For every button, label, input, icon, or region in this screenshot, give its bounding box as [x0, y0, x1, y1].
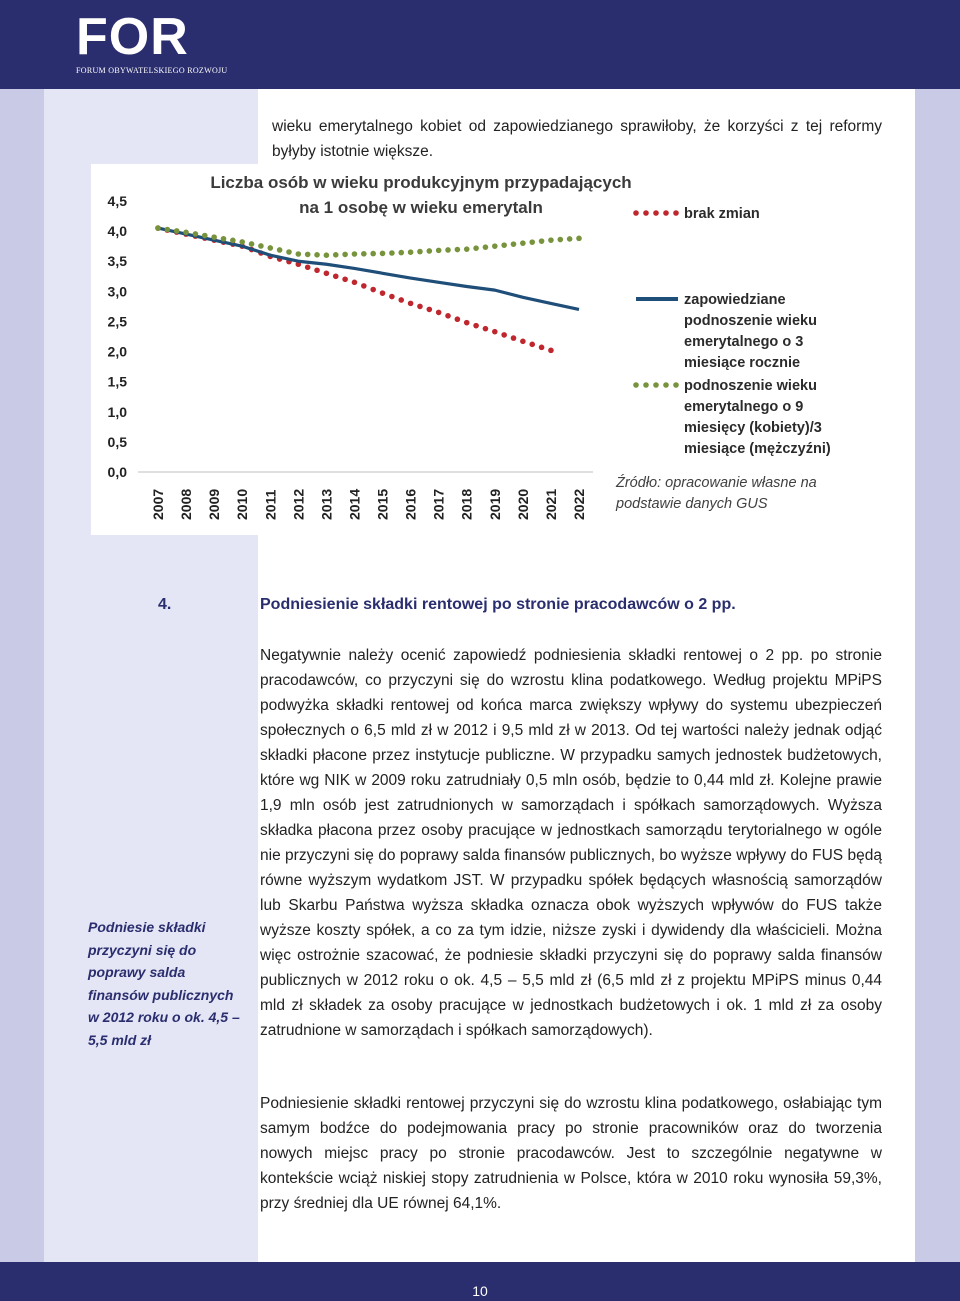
y-tick-label: 4,5: [107, 193, 127, 209]
series-dot-2: [165, 227, 171, 233]
series-dot-2: [389, 250, 395, 256]
x-tick-label: 2014: [346, 488, 363, 520]
series-dot-0: [361, 283, 367, 289]
series-dot-2: [464, 246, 470, 252]
legend-swatch-2: [643, 382, 649, 388]
series-dot-2: [314, 252, 320, 258]
series-dot-0: [342, 276, 348, 282]
series-dot-2: [202, 233, 208, 239]
series-dot-0: [492, 329, 498, 335]
series-dot-0: [455, 316, 461, 322]
legend-label-1: podnoszenie wieku: [684, 313, 817, 329]
series-dot-2: [445, 247, 451, 253]
series-dot-2: [557, 237, 563, 243]
series-line-1: [158, 228, 579, 309]
series-dot-2: [193, 231, 199, 237]
series-dot-2: [267, 245, 273, 251]
series-dot-2: [361, 251, 367, 257]
series-dot-0: [483, 326, 489, 332]
y-tick-label: 2,5: [107, 313, 127, 330]
y-tick-label: 3,0: [107, 283, 127, 300]
series-dot-0: [305, 264, 311, 270]
series-dot-2: [408, 249, 414, 255]
chart-source: podstawie danych GUS: [616, 496, 768, 512]
y-tick-label: 0,5: [107, 433, 127, 450]
series-dot-2: [249, 241, 255, 247]
series-dot-0: [445, 313, 451, 319]
series-dot-2: [529, 239, 535, 245]
x-tick-label: 2012: [290, 488, 307, 520]
logo-text: FOR: [76, 8, 189, 66]
series-dot-0: [417, 304, 423, 310]
series-dot-0: [324, 270, 330, 276]
legend-label-2: miesiące (mężczyźni): [684, 441, 831, 457]
series-dot-0: [427, 307, 433, 313]
series-dot-2: [370, 251, 376, 257]
series-dot-0: [539, 345, 545, 351]
y-tick-label: 0,0: [107, 464, 127, 480]
series-dot-0: [398, 297, 404, 303]
series-dot-2: [567, 236, 573, 242]
series-dot-0: [314, 267, 320, 273]
legend-swatch-0: [653, 210, 659, 216]
series-dot-2: [333, 252, 339, 258]
series-dot-0: [380, 290, 386, 296]
x-tick-label: 2016: [402, 488, 419, 520]
series-dot-2: [548, 237, 554, 243]
series-dot-2: [380, 251, 386, 257]
legend-label-1: miesiące rocznie: [684, 355, 801, 371]
series-dot-2: [305, 252, 311, 258]
series-dot-0: [511, 335, 517, 341]
legend-swatch-0: [643, 210, 649, 216]
series-dot-0: [408, 301, 414, 307]
series-dot-0: [520, 339, 526, 345]
series-dot-2: [211, 234, 217, 240]
series-dot-2: [258, 243, 264, 249]
series-dot-2: [501, 242, 507, 248]
chart-source: Źródło: opracowanie własne na: [616, 475, 817, 491]
series-dot-0: [389, 294, 395, 300]
x-tick-label: 2011: [262, 489, 279, 520]
y-tick-label: 1,0: [107, 403, 127, 420]
x-tick-label: 2019: [486, 488, 503, 520]
series-dot-2: [221, 236, 227, 242]
series-dot-2: [455, 247, 461, 253]
series-dot-2: [174, 228, 180, 234]
section-title: Podniesienie składki rentowej po stronie pracodawców o 2 pp.: [260, 596, 736, 613]
chart-title-line: Liczba osób w wieku produkcyjnym przypadających: [210, 173, 632, 192]
series-dot-2: [492, 243, 498, 249]
series-dot-2: [239, 239, 245, 245]
series-dot-2: [398, 250, 404, 256]
series-dot-2: [576, 236, 582, 242]
series-dot-2: [483, 244, 489, 250]
legend-label-1: zapowiedziane: [684, 292, 786, 308]
series-dot-2: [324, 252, 330, 258]
x-tick-label: 2020: [514, 488, 531, 520]
legend-label-0: brak zmian: [684, 206, 760, 222]
x-tick-label: 2007: [150, 488, 166, 520]
legend-swatch-2: [633, 382, 639, 388]
series-dot-2: [342, 252, 348, 258]
series-dot-2: [155, 225, 161, 231]
legend-swatch-2: [653, 382, 659, 388]
series-dot-2: [427, 248, 433, 254]
legend-label-2: miesięcy (kobiety)/3: [684, 420, 822, 436]
section-number: 4.: [158, 596, 172, 613]
page-number: 10: [472, 1283, 488, 1299]
series-dot-2: [511, 241, 517, 247]
series-dot-0: [548, 348, 554, 354]
x-tick-label: 2010: [234, 488, 251, 520]
x-tick-label: 2022: [571, 488, 587, 520]
page-header: [0, 0, 960, 89]
series-dot-0: [333, 273, 339, 279]
x-tick-label: 2015: [374, 488, 391, 520]
y-tick-label: 4,0: [107, 223, 127, 240]
series-dot-2: [277, 247, 283, 253]
second-paragraph: Podniesienie składki rentowej przyczyni się do wzrostu klina podatkowego, osłabiając tym samym bodźce do podejmowania pracy po stronie pracowników oraz do tworzenia nowych miejsc pracy po stronie pracodawców. Jest to szczególnie negatywne w kontekście wciąż niskiej stopy zatrudnienia w Polsce, która w 2010 roku wynosiła 59,3%, przy średniej dla UE równej 64,1%.: [260, 1095, 882, 1212]
series-dot-0: [473, 323, 479, 329]
legend-label-2: emerytalnego o 9: [684, 399, 804, 415]
x-tick-label: 2009: [206, 488, 223, 520]
chart-svg: [91, 164, 854, 535]
series-dot-0: [352, 280, 358, 286]
x-tick-label: 2018: [458, 488, 475, 520]
x-tick-label: 2013: [318, 488, 335, 520]
series-dot-0: [464, 320, 470, 326]
series-dot-2: [473, 245, 479, 251]
y-tick-label: 1,5: [107, 373, 127, 390]
series-dot-2: [539, 238, 545, 244]
x-tick-label: 2021: [542, 488, 559, 520]
x-tick-label: 2008: [178, 488, 195, 520]
legend-label-1: emerytalnego o 3: [684, 334, 804, 350]
chart: [91, 164, 854, 535]
series-dot-2: [183, 230, 189, 236]
x-tick-label: 2017: [430, 488, 447, 520]
intro-paragraph: wieku emerytalnego kobiet od zapowiedzianego sprawiłoby, że korzyści z tej reformy byłyby istotnie większe.: [272, 118, 882, 160]
main-paragraph: Negatywnie należy ocenić zapowiedź podniesienia składki rentowej o 2 pp. po stronie pracodawców, co przyczyni się do wzrostu klina podatkowego. Według projektu MPiPS podwyżka składki rentowej od końca marca zwiększy wpływy do systemu ubezpieczeń społecznych o 6,5 mld zł w 2012 i 9,5 mld zł w 2013. Od tej wartości należy jednak odjąć składki płacone przez instytucje publiczne. W przypadku samych jednostek budżetowych, które wg NIK w 2009 roku zatrudniały 0,5 mln osób, będzie to 0,44 mld zł. Kolejne prawie 1,9 mln osób jest zatrudnionych w samorządach i spółkach samorządowych. Wyższa składka płacona przez osoby pracujące w jednostkach samorządu terytorialnego w ogóle nie przyczyni się do poprawy salda finansów publicznych, bo wyższe wpływy do FUS będą równe wyższym wydatkom JST. W przypadku spółek będących własnością samorządów lub Skarbu Państwa wyższa składka oznacza obok wyższych wpływów do FUS także wyższe koszty spółek, a co za tym idzie, niższe zyski i dywidendy dla właścicieli. Można więc ostrożnie szacować, że podniesie składki przyczyni się do poprawy salda finansów publicznych w 2012 roku o ok. 4,5 – 5,5 mld zł (6,5 mld zł z projektu MPiPS minus 0,44 mld zł składek za osoby pracujące w jednostkach budżetowych i ok. 1 mld zł za osoby zatrudnione w samorządach i spółkach samorządowych).: [260, 647, 882, 1039]
legend-swatch-2: [663, 382, 669, 388]
chart-title-line: na 1 osobę w wieku emerytaln: [299, 198, 543, 217]
legend-swatch-0: [663, 210, 669, 216]
series-dot-2: [286, 249, 292, 255]
series-dot-0: [501, 332, 507, 338]
legend-swatch-0: [633, 210, 639, 216]
series-dot-0: [370, 287, 376, 293]
series-dot-2: [520, 240, 526, 246]
series-dot-0: [529, 342, 535, 348]
for-logo: [76, 10, 228, 75]
y-tick-label: 2,0: [107, 343, 127, 360]
series-dot-2: [417, 249, 423, 255]
legend-swatch-0: [673, 210, 679, 216]
series-dot-2: [230, 238, 236, 244]
logo-subtitle: FORUM OBYWATELSKIEGO ROZWOJU: [76, 66, 228, 75]
series-dot-2: [436, 248, 442, 254]
series-dot-2: [352, 251, 358, 257]
series-dot-0: [436, 310, 442, 316]
legend-label-2: podnoszenie wieku: [684, 378, 817, 394]
legend-swatch-2: [673, 382, 679, 388]
series-dot-2: [296, 251, 302, 257]
sidebar-note: Podniesie składki przyczyni się do poprawy salda finansów publicznych w 2012 roku o ok. 4,5 – 5,5 mld zł: [88, 919, 240, 1048]
y-tick-label: 3,5: [107, 253, 127, 270]
